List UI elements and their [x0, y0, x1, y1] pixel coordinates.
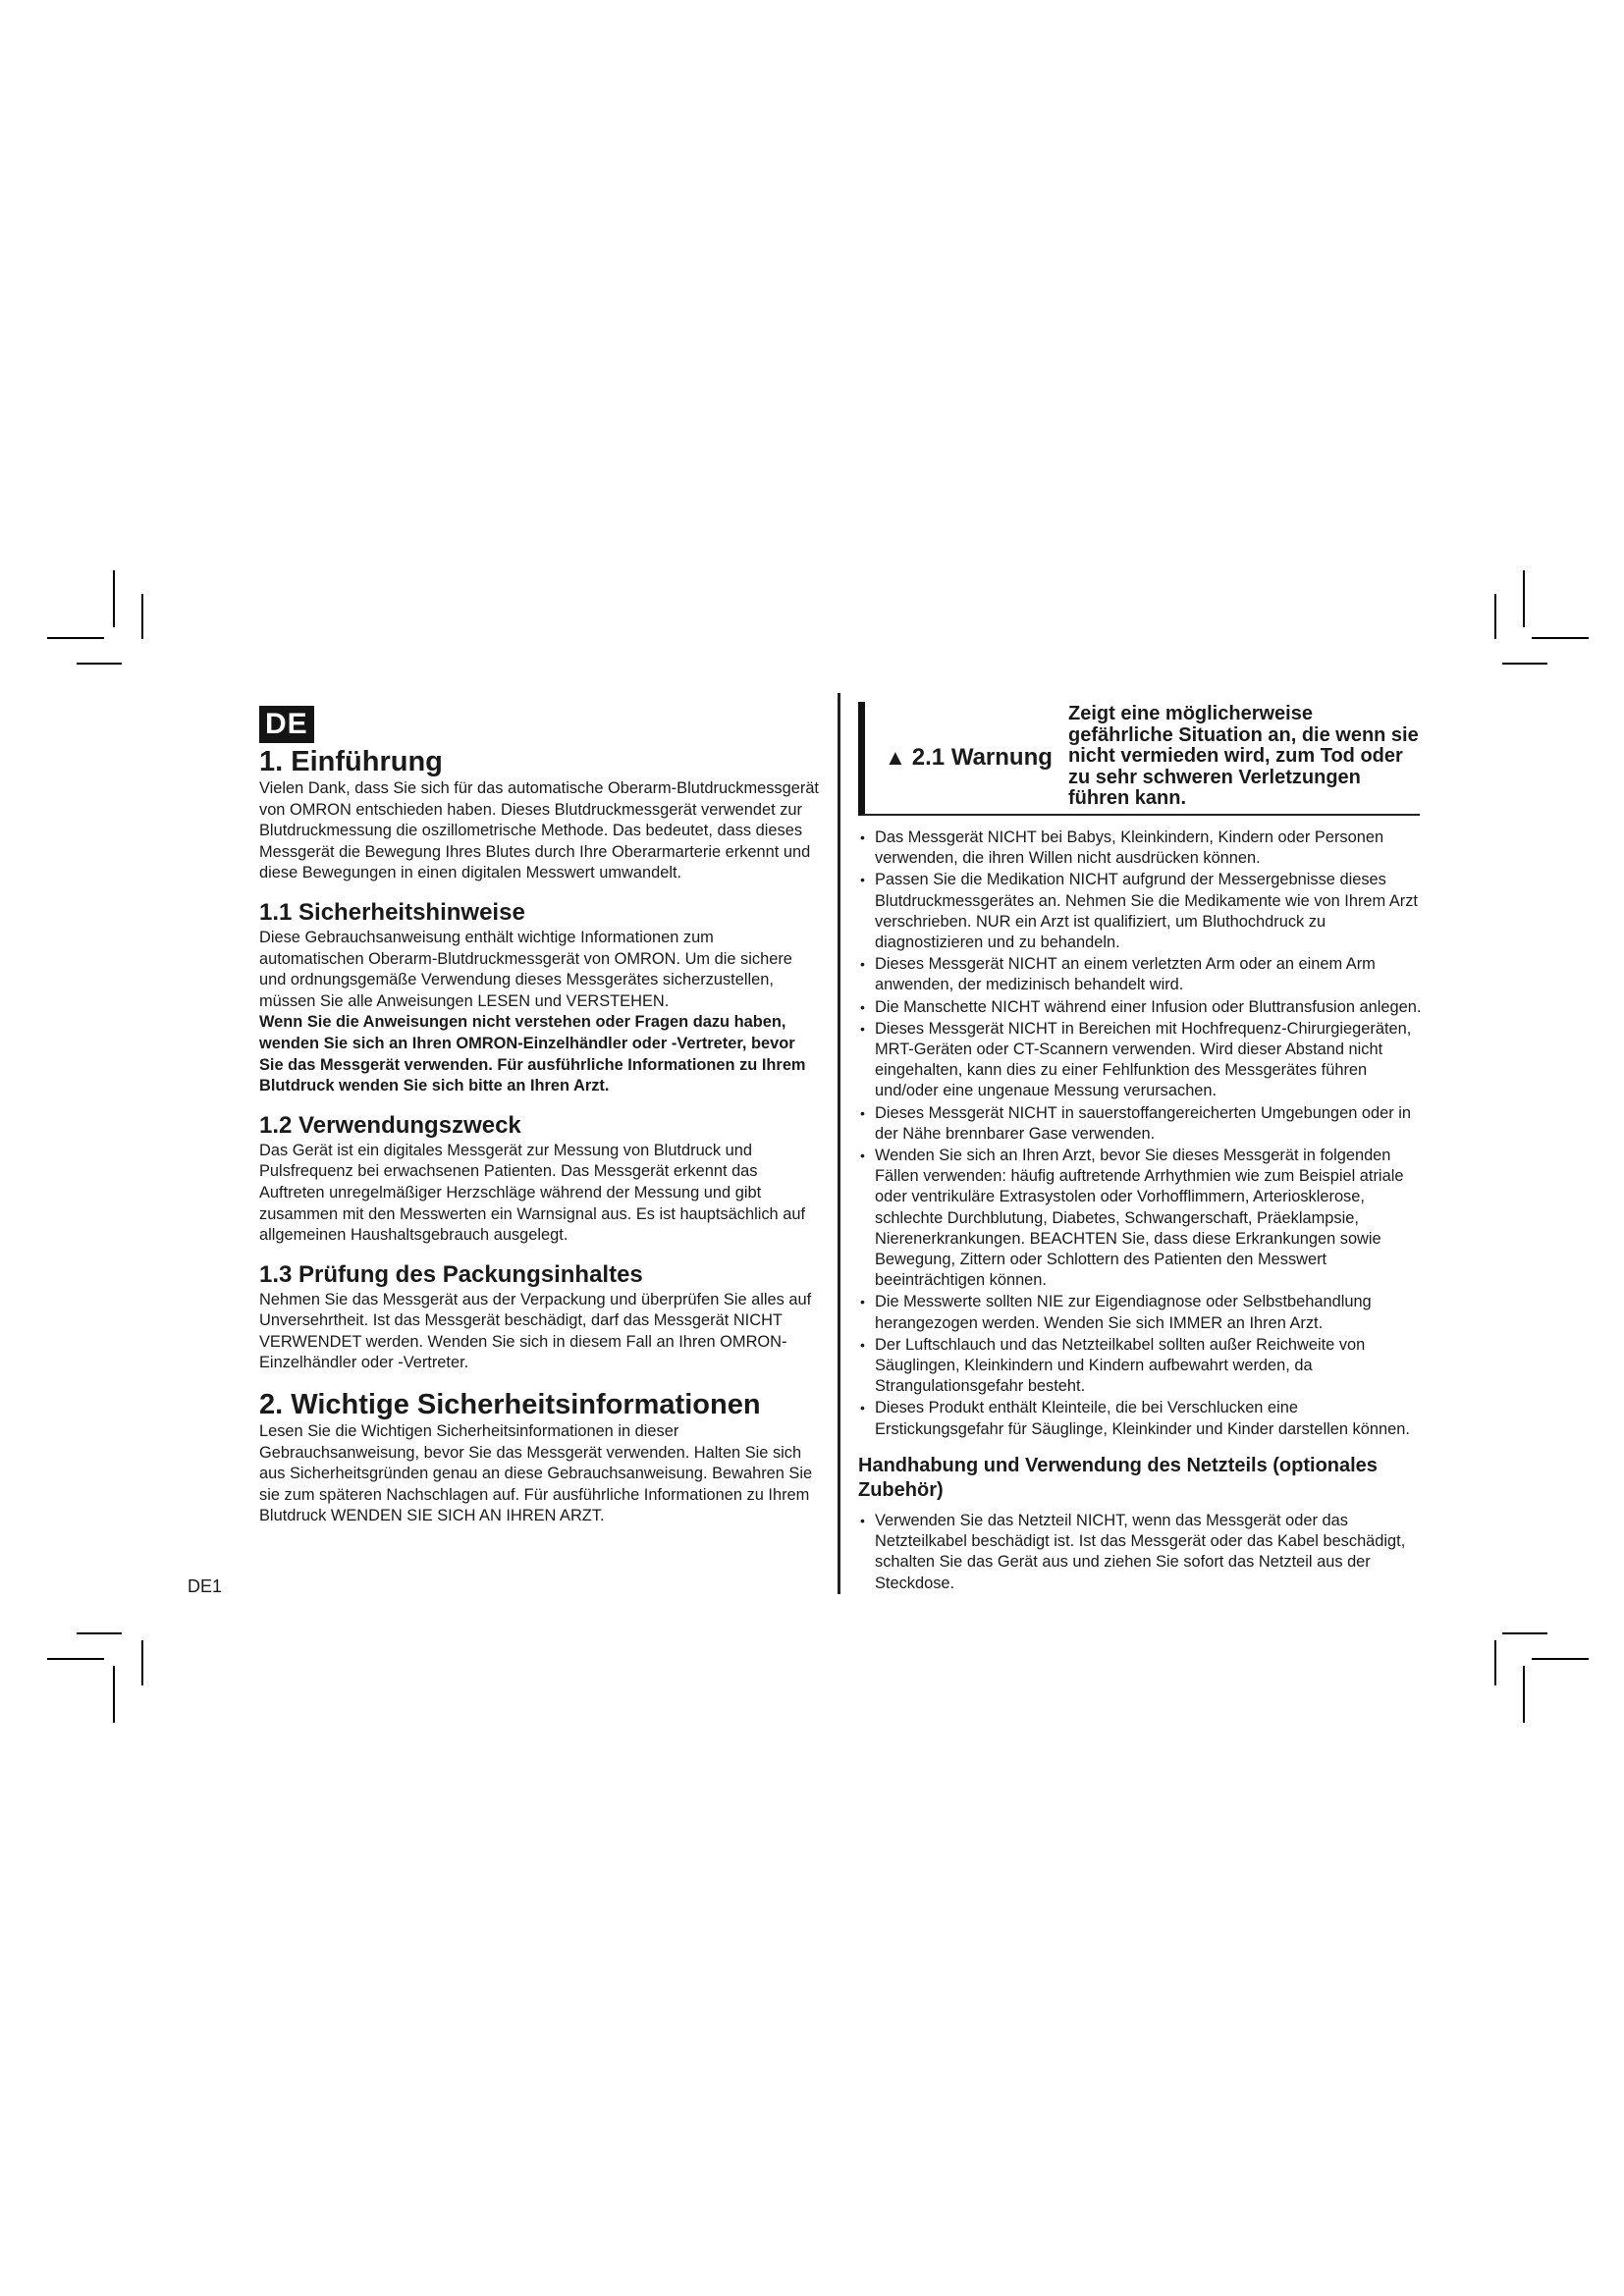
left-column	[259, 745, 819, 1527]
right-column	[858, 702, 1428, 1595]
warning-triangle-icon: ▲	[885, 745, 906, 770]
introduction-text: Vielen Dank, dass Sie sich für das automatische Oberarm-Blutdruckmessgerät von OMRON entschieden haben. Dieses Blutdruckmessgerät verwendet zur Blutdruckmessung die oszillometrische Methode. Das bedeutet, dass dieses Messgerät die Bewegung Ihres Blutes durch Ihre Oberarmarterie erkennt und diese Bewegungen in einen digitalen Messwert umwandelt.	[259, 779, 819, 882]
crop-mark	[1502, 1632, 1547, 1634]
crop-mark	[1494, 594, 1496, 639]
intended-use-text: Das Gerät ist ein digitales Messgerät zur Messung von Blutdruck und Pulsfrequenz bei erwachsenen Patienten. Das Messgerät erkennt das Auftreten unregelmäßiger Herzschläge während der Messung und gibt zusammen mit den Messwerten ein Warnsignal aus. Es ist hauptsächlich auf allgemeinen Haushaltsgebrauch ausgelegt.	[259, 1141, 806, 1245]
safety-information-text: Lesen Sie die Wichtigen Sicherheitsinformationen in dieser Gebrauchsanweisung, bevor Sie das Messgerät verwenden. Halten Sie sich aus Sicherheitsgründen genau an diese Gebrauchsanweisung. Bewahren Sie sie zum späteren Nachschlagen auf. Für ausführliche Informationen zu Ihrem Blutdruck WENDEN SIE SICH AN IHREN ARZT.	[259, 1422, 813, 1525]
crop-mark	[113, 1666, 115, 1723]
list-item: • Das Messgerät NICHT bei Babys, Kleinkindern, Kindern oder Personen verwenden, die ihren Willen nicht ausdrücken können.	[858, 828, 1428, 869]
crop-mark	[1532, 637, 1589, 639]
section-title-intended-use: 1.2 Verwendungszweck	[259, 1111, 521, 1139]
list-item: • Verwenden Sie das Netzteil NICHT, wenn das Messgerät oder das Netzteilkabel beschädigt ist. Ist das Messgerät oder das Kabel beschädigt, schalten Sie das Gerät aus und ziehen Sie sofort das Netzteil aus der Steckdose.	[858, 1511, 1428, 1594]
crop-mark	[47, 637, 104, 639]
list-item: • Dieses Messgerät NICHT an einem verletzten Arm oder an einem Arm anwenden, der medizinisch behandelt wird.	[858, 954, 1428, 995]
crop-mark	[1532, 1658, 1589, 1660]
crop-mark	[141, 594, 143, 639]
page-number: DE1	[188, 1576, 223, 1596]
section-title-safety-notes: 1.1 Sicherheitshinweise	[259, 898, 525, 926]
warning-description: Zeigt eine möglicherweise gefährliche Situation an, die wenn sie nicht vermieden wird, zum Tod oder zu sehr schweren Verletzungen führen kann.	[1068, 703, 1419, 809]
section-title-introduction: 1. Einführung	[259, 746, 443, 777]
package-check-text: Nehmen Sie das Messgerät aus der Verpackung und überprüfen Sie alles auf Unversehrtheit. Ist das Messgerät beschädigt, darf das Messgerät NICHT VERWENDET werden. Wenden Sie sich in diesem Fall an Ihren OMRON-Einzelhändler oder -Vertreter.	[259, 1290, 812, 1372]
safety-notes-text: Diese Gebrauchsanweisung enthält wichtige Informationen zum automatischen Oberarm-Blutdruckmessgerät von OMRON. Um die sichere und ordnungsgemäße Verwendung dieses Messgerätes sicherzustellen, müssen Sie alle Anweisungen LESEN und VERSTEHEN.	[259, 928, 792, 1010]
list-item: • Der Luftschlauch und das Netzteilkabel sollten außer Reichweite von Säuglingen, Kleinkindern und Kindern aufbewahrt werden, da Strangulationsgefahr besteht.	[858, 1335, 1428, 1398]
crop-mark	[77, 663, 122, 665]
list-item: • Passen Sie die Medikation NICHT aufgrund der Messergebnisse dieses Blutdruckmessgerätes an. Nehmen Sie die Medikamente wie von Ihrem Arzt verschrieben. NUR ein Arzt ist qualifiziert, um Bluthochdruck zu diagnostizieren und zu behandeln.	[858, 870, 1428, 953]
warning-title-text: 2.1 Warnung	[911, 744, 1053, 771]
list-item: • Wenden Sie sich an Ihren Arzt, bevor Sie dieses Messgerät in folgenden Fällen verwenden: häufig auftretende Arrhythmien wie zum Beispiel atriale oder ventrikuläre Extrasystolen oder Vorhofflimmern, Arteriosklerose, schlechte Durchblutung, Diabetes, Schwangerschaft, Präeklampsie, Nierenerkrankungen. BEACHTEN Sie, dass diese Erkrankungen sowie Bewegung, Zittern oder Schlottern des Patienten den Messwert beeinträchtigen können.	[858, 1146, 1428, 1291]
language-badge: DE	[259, 706, 314, 743]
crop-mark	[1494, 1640, 1496, 1685]
safety-notes-bold-text: Wenn Sie die Anweisungen nicht verstehen oder Fragen dazu haben, wenden Sie sich an Ihren OMRON-Einzelhändler oder -Vertreter, bevor Sie das Messgerät verwenden. Für ausführliche Informationen zu Ihrem Blutdruck wenden Sie sich bitte an Ihren Arzt.	[259, 1013, 806, 1095]
adapter-section-title: Handhabung und Verwendung des Netzteils (optionales Zubehör)	[858, 1454, 1378, 1501]
section-title-safety-information: 2. Wichtige Sicherheitsinformationen	[259, 1389, 761, 1421]
warning-title	[885, 743, 1053, 773]
column-divider	[838, 693, 840, 1594]
list-item: • Dieses Messgerät NICHT in sauerstoffangereicherten Umgebungen oder in der Nähe brennbarer Gase verwenden.	[858, 1103, 1428, 1145]
list-item: • Dieses Produkt enthält Kleinteile, die bei Verschlucken eine Erstickungsgefahr für Säuglinge, Kleinkinder und Kinder darstellen können.	[858, 1398, 1428, 1439]
crop-mark	[113, 570, 115, 627]
crop-mark	[1523, 570, 1525, 627]
warning-header	[858, 702, 1420, 816]
crop-mark	[1523, 1666, 1525, 1723]
list-item: • Die Messwerte sollten NIE zur Eigendiagnose oder Selbstbehandlung herangezogen werden. Wenden Sie sich IMMER an Ihren Arzt.	[858, 1292, 1428, 1333]
crop-mark	[1502, 663, 1547, 665]
crop-mark	[141, 1640, 143, 1685]
list-item: • Die Manschette NICHT während einer Infusion oder Bluttransfusion anlegen.	[858, 997, 1428, 1018]
crop-mark	[77, 1632, 122, 1634]
warning-list	[858, 828, 1428, 1440]
crop-mark	[47, 1658, 104, 1660]
adapter-list	[858, 1511, 1428, 1594]
section-title-package-check: 1.3 Prüfung des Packungsinhaltes	[259, 1260, 643, 1288]
list-item: • Dieses Messgerät NICHT in Bereichen mit Hochfrequenz-Chirurgiegeräten, MRT-Geräten oder CT-Scannern verwenden. Wird dieser Abstand nicht eingehalten, kann dies zu einer Fehlfunktion des Messgerätes führen und/oder eine ungenaue Messung verursachen.	[858, 1019, 1428, 1102]
